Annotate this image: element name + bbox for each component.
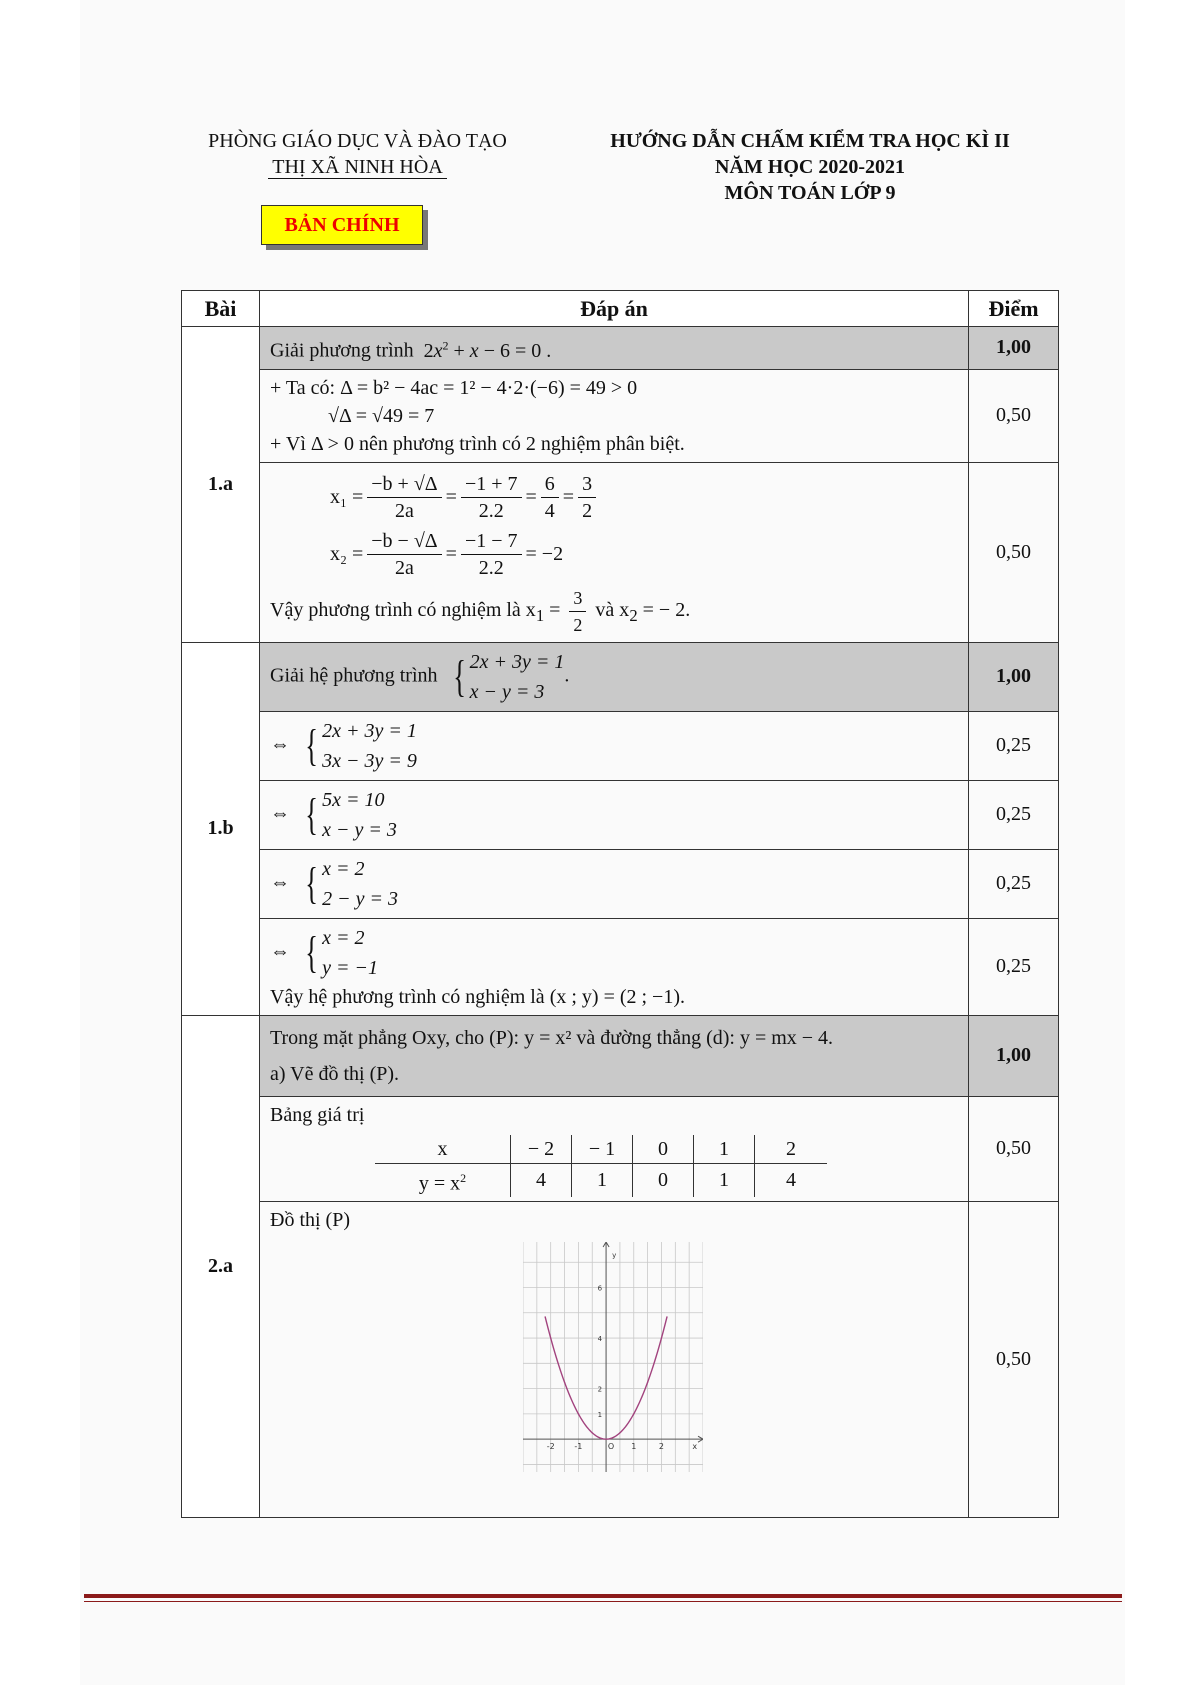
x2-label: x₂ =	[330, 543, 364, 566]
value-table	[375, 1135, 827, 1198]
q1a-step2-row	[182, 462, 1059, 642]
value-table-x-row	[375, 1135, 827, 1164]
q1a-total-score: 1,00	[969, 327, 1059, 370]
q2a-value-table-cell	[260, 1096, 969, 1202]
q2a-table-score: 0,50	[969, 1096, 1059, 1202]
x-value: 1	[694, 1135, 755, 1164]
title-line-2: NĂM HỌC 2020-2021	[715, 156, 905, 178]
step4-row-1: x = 2	[322, 926, 365, 949]
data-point	[633, 1414, 634, 1415]
x2-formula: x₂ = $\frac{-b - √\Delta}{2a}$ = $\frac{-1 - 7}{2.2}$ = −2	[330, 529, 564, 579]
step1-row-1: 2x + 3y = 1	[322, 719, 417, 742]
x1-den-1: 2a	[395, 499, 414, 522]
q2a-task-line-2: a) Vẽ đồ thị (P).	[270, 1062, 400, 1085]
x1-num-1: −b + √Δ	[367, 471, 441, 498]
col-header-diem: Điểm	[969, 291, 1059, 327]
graph-title: Đồ thị (P)	[270, 1209, 350, 1232]
q1b-total-score: 1,00	[969, 642, 1059, 711]
data-point	[550, 1338, 551, 1339]
data-point	[661, 1338, 662, 1339]
data-point	[545, 1317, 546, 1318]
department-header	[170, 128, 545, 180]
x1-den-4: 2	[582, 499, 593, 522]
parabola-graph	[523, 1242, 703, 1472]
x-value: − 2	[511, 1135, 572, 1164]
col-header-dapan: Đáp án	[260, 291, 969, 327]
q1a-step2	[260, 462, 969, 642]
title-line-3: MÔN TOÁN LỚP 9	[724, 182, 896, 204]
x1-den-2: 2.2	[478, 499, 504, 522]
q1b-step3-row	[182, 849, 1059, 918]
y-value: 1	[694, 1163, 755, 1197]
q2a-task-line-1: Trong mặt phẳng Oxy, cho (P): y = x² và đường thẳng (d): y = mx − 4.	[270, 1026, 834, 1049]
q1a-task-row	[182, 327, 1059, 370]
step1-row-2: 3x − 3y = 9	[322, 749, 417, 772]
data-point	[592, 1433, 593, 1434]
q1a-label: 1.a	[182, 327, 260, 643]
system-row-2: x − y = 3	[469, 680, 545, 703]
document-title	[575, 128, 1045, 206]
q1b-step2: ⇔ { 5x = 10 x − y = 3	[260, 780, 969, 849]
y-value: 4	[511, 1163, 572, 1197]
q1a-equation: $2x^2 + x - 6 = 0$ .	[418, 338, 552, 362]
y-tick-label: 6	[597, 1284, 603, 1293]
x-tick-label: -1	[574, 1442, 583, 1452]
x2-result: = −2	[525, 543, 564, 566]
x-tick-label: x	[692, 1442, 698, 1452]
data-point	[578, 1414, 579, 1415]
y-tick-label: 1	[597, 1411, 603, 1420]
data-point	[605, 1439, 606, 1440]
x-value: − 1	[572, 1135, 633, 1164]
y-value: 0	[633, 1163, 694, 1197]
q1a-conclusion: Vậy phương trình có nghiệm là $x_1$ = $\frac{3}{2}$ và $x_2$ = − 2.	[270, 585, 958, 638]
data-point	[564, 1382, 565, 1383]
q1a-task-text: Giải phương trình	[270, 339, 414, 362]
q2a-task-row	[182, 1015, 1059, 1096]
x2-den-2: 2.2	[478, 556, 504, 579]
y-row-label: $y = x^2$	[418, 1170, 467, 1195]
y-value: 4	[755, 1163, 828, 1197]
conclusion-num: 3	[569, 585, 586, 612]
q1b-step3: ⇔ { x = 2 2 − y = 3	[260, 849, 969, 918]
conclusion-part-c: = − 2.	[642, 598, 691, 621]
equiv-symbol: ⇔	[270, 802, 290, 825]
x1-num-4: 3	[578, 471, 596, 498]
q1b-step3-score: 0,25	[969, 849, 1059, 918]
step1-prefix: + Ta có:	[270, 376, 336, 399]
table-header-row	[182, 291, 1059, 327]
discriminant-eq: Δ = b² − 4ac = 1² − 4·2·(−6) = 49 > 0	[340, 376, 638, 399]
conclusion-part-b: và x	[595, 598, 630, 621]
q1a-step1-row	[182, 369, 1059, 462]
x1-den-3: 4	[544, 499, 555, 522]
q2a-table-row	[182, 1096, 1059, 1202]
equiv-symbol: ⇔	[270, 871, 290, 894]
data-point	[647, 1382, 648, 1383]
q1b-step4-row	[182, 918, 1059, 1015]
y-tick-label: 4	[597, 1335, 603, 1344]
q1a-step1-score: 0,50	[969, 369, 1059, 462]
x1-formula: x₁ = $\frac{-b + √\Delta}{2a}$ = $\frac{-1 + 7}{2.2}$ = $\frac{6}{4}$ = $\frac{3}{2}$	[330, 471, 958, 524]
y-value: 1	[572, 1163, 633, 1197]
x1-num-3: 6	[541, 471, 559, 498]
step2-row-2: x − y = 3	[322, 818, 397, 841]
step1-note: + Vì Δ > 0 nên phương trình có 2 nghiệm phân biệt.	[270, 432, 685, 455]
q2a-task	[260, 1015, 969, 1096]
value-table-y-row	[375, 1163, 827, 1197]
q1b-task-text: Giải hệ phương trình	[270, 664, 438, 687]
data-point	[666, 1317, 667, 1318]
official-copy-stamp: BẢN CHÍNH	[261, 205, 423, 245]
q1b-label: 1.b	[182, 642, 260, 1015]
q1b-task: Giải hệ phương trình { 2x + 3y = 1 x − y = 3 .	[260, 642, 969, 711]
y-tick-label: 2	[597, 1385, 603, 1394]
q1b-step2-score: 0,25	[969, 780, 1059, 849]
equiv-symbol: ⇔	[270, 940, 290, 963]
title-line-1: HƯỚNG DẪN CHẤM KIỂM TRA HỌC KÌ II	[610, 130, 1010, 152]
q2a-graph-cell	[260, 1202, 969, 1518]
value-table-title: Bảng giá trị	[270, 1103, 365, 1126]
q1b-step1: ⇔ { 2x + 3y = 1 3x − 3y = 9	[260, 711, 969, 780]
step3-row-1: x = 2	[322, 857, 365, 880]
x1-label: x₁ =	[330, 486, 364, 509]
x-tick-label: -2	[546, 1442, 555, 1452]
step2-row-1: 5x = 10	[322, 788, 385, 811]
q1a-step2-score: 0,50	[969, 462, 1059, 642]
q1b-step1-row	[182, 711, 1059, 780]
q2a-graph-row	[182, 1202, 1059, 1518]
x2-den-1: 2a	[395, 556, 414, 579]
conclusion-part-a: Vậy phương trình có nghiệm là x	[270, 598, 536, 621]
y-tick-label: y	[612, 1251, 617, 1260]
q1b-conclusion: Vậy hệ phương trình có nghiệm là (x ; y) = (2 ; −1).	[270, 985, 685, 1008]
x-tick-label: 2	[658, 1442, 665, 1452]
q2a-graph-score: 0,50	[969, 1202, 1059, 1518]
x-row-label: x	[375, 1135, 511, 1164]
system-row-1: 2x + 3y = 1	[469, 650, 565, 673]
footer-rule-thin	[84, 1601, 1122, 1602]
q1b-step4: ⇔ { x = 2 y = −1 Vậy hệ phương trình có nghiệm là (x ; y) = (2 ; −1).	[260, 918, 969, 1015]
footer-rule	[84, 1594, 1122, 1598]
q1b-step4-score: 0,25	[969, 918, 1059, 1015]
step3-row-2: 2 − y = 3	[322, 887, 398, 910]
conclusion-den: 2	[573, 614, 583, 635]
x1-num-2: −1 + 7	[461, 471, 522, 498]
x2-num-2: −1 − 7	[461, 528, 522, 555]
x-tick-label: O	[607, 1442, 615, 1452]
col-header-bai: Bài	[182, 291, 260, 327]
q1b-step1-score: 0,25	[969, 711, 1059, 780]
district-name: THỊ XÃ NINH HÒA	[268, 156, 447, 179]
grading-table	[181, 290, 1059, 1518]
department-name: PHÒNG GIÁO DỤC VÀ ĐÀO TẠO	[208, 130, 507, 152]
q2a-total-score: 1,00	[969, 1015, 1059, 1096]
x2-num-1: −b − √Δ	[367, 528, 441, 555]
x-value: 2	[755, 1135, 828, 1164]
x-tick-label: 1	[631, 1442, 637, 1452]
equiv-symbol: ⇔	[270, 733, 290, 756]
q1b-task-row	[182, 642, 1059, 711]
sqrt-discriminant: √Δ = √49 = 7	[328, 404, 435, 427]
step4-row-2: y = −1	[322, 956, 378, 979]
data-point	[619, 1433, 620, 1434]
q1b-step2-row	[182, 780, 1059, 849]
q1a-task	[260, 327, 969, 370]
x-value: 0	[633, 1135, 694, 1164]
q1a-step1	[260, 369, 969, 462]
q2a-label: 2.a	[182, 1015, 260, 1518]
